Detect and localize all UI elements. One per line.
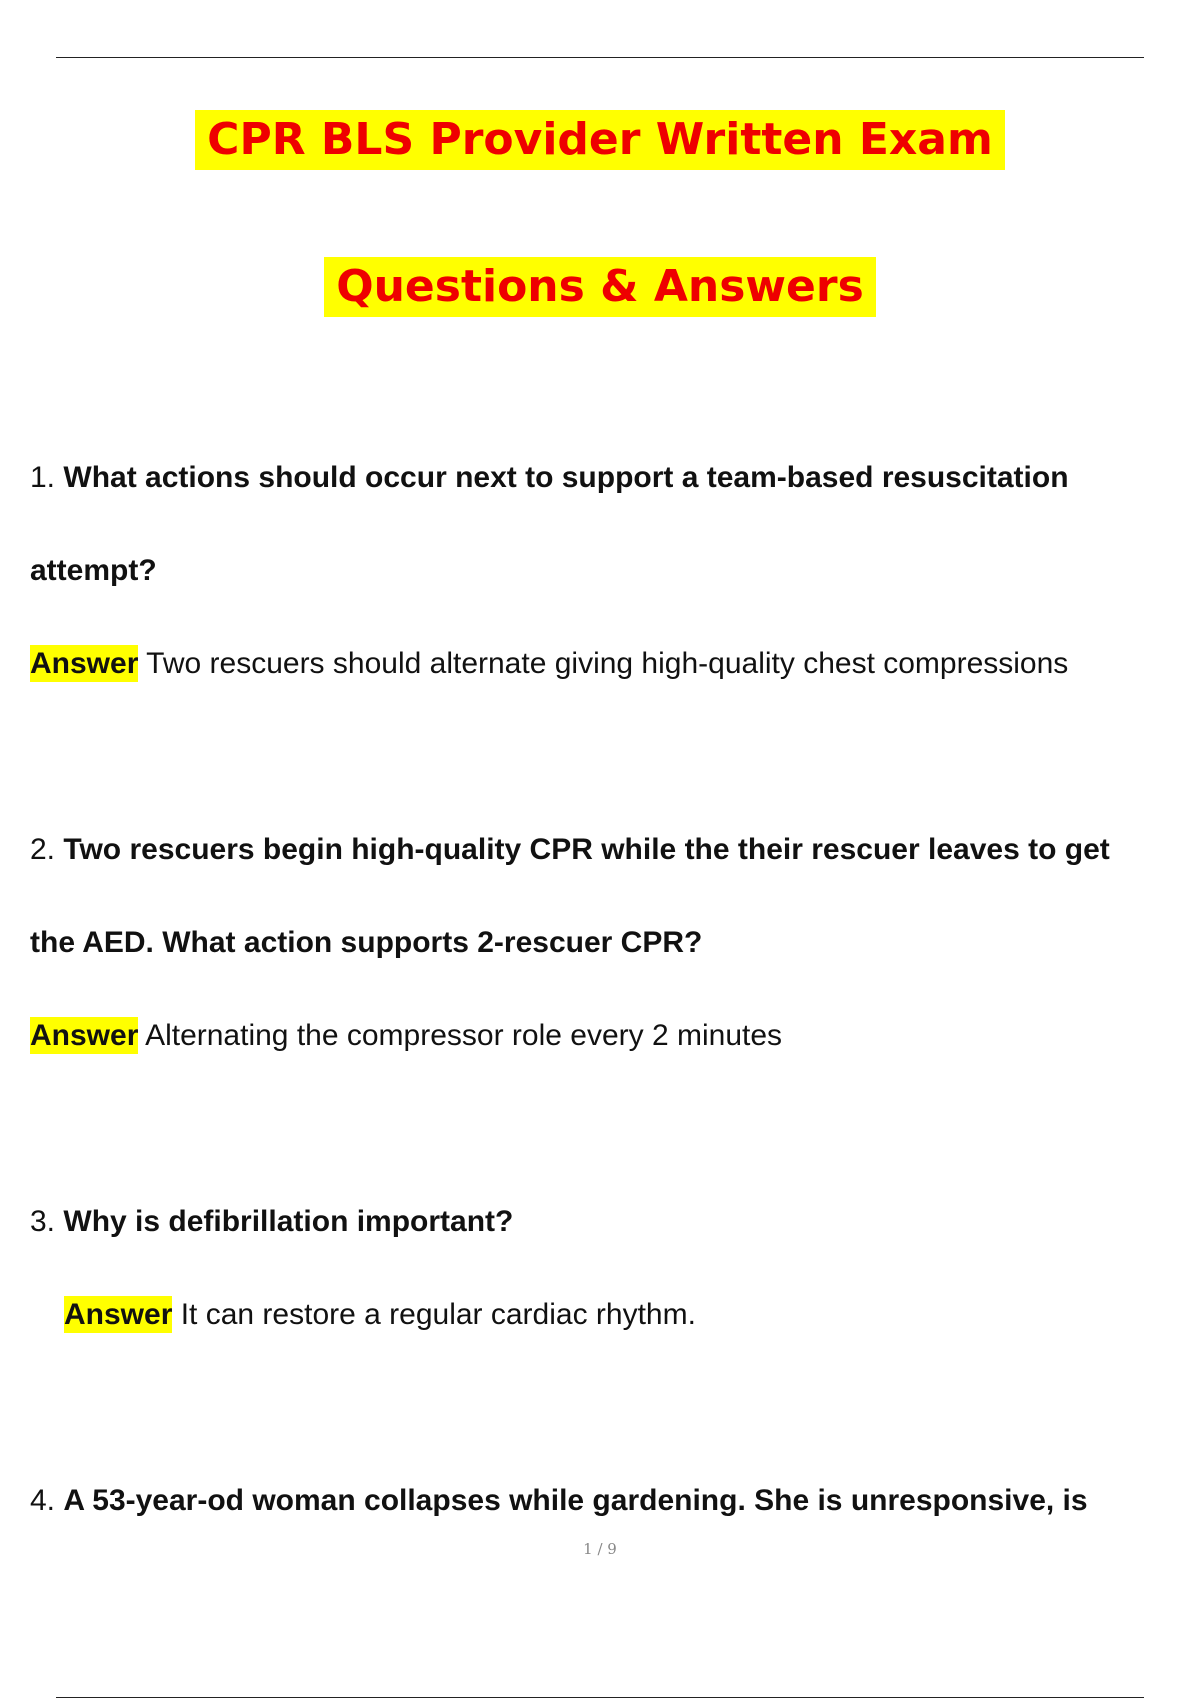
- question-text: attempt?: [30, 554, 157, 587]
- bottom-rule: [56, 1697, 1144, 1698]
- answer-1: [30, 649, 1068, 679]
- question-text: What actions should occur next to support a team-based resuscitation: [63, 461, 1069, 494]
- document-subtitle: [0, 257, 1200, 317]
- answer-label: Answer: [30, 647, 139, 680]
- question-3: [30, 1207, 1190, 1237]
- question-1: [30, 463, 1190, 493]
- question-2-continuation: [30, 928, 1190, 958]
- question-4: [30, 1486, 1190, 1516]
- title-line-2: Questions & Answers: [324, 257, 876, 317]
- answer-text: It can restore a regular cardiac rhythm.: [180, 1298, 696, 1331]
- question-text: A 53-year-od woman collapses while gardening. She is unresponsive, is: [63, 1484, 1088, 1517]
- answer-2: [30, 1021, 782, 1051]
- question-number: 1.: [30, 461, 56, 494]
- question-text: Two rescuers begin high-quality CPR while the their rescuer leaves to get: [63, 833, 1110, 866]
- page-indicator: 1 / 9: [583, 1540, 617, 1558]
- answer-text: Two rescuers should alternate giving high-quality chest compressions: [146, 647, 1069, 680]
- answer-text: Alternating the compressor role every 2 minutes: [145, 1019, 783, 1052]
- question-number: 2.: [30, 833, 56, 866]
- answer-3: [64, 1300, 696, 1330]
- question-1-continuation: [30, 556, 1190, 586]
- question-text: Why is defibrillation important?: [63, 1205, 514, 1238]
- document-title: [0, 110, 1200, 170]
- top-rule: [56, 57, 1144, 58]
- answer-label: Answer: [64, 1298, 173, 1331]
- question-number: 3.: [30, 1205, 56, 1238]
- question-2: [30, 835, 1190, 865]
- answer-label: Answer: [30, 1019, 139, 1052]
- question-number: 4.: [30, 1484, 56, 1517]
- question-text: the AED. What action supports 2-rescuer CPR?: [30, 926, 703, 959]
- title-line-1: CPR BLS Provider Written Exam: [195, 110, 1005, 170]
